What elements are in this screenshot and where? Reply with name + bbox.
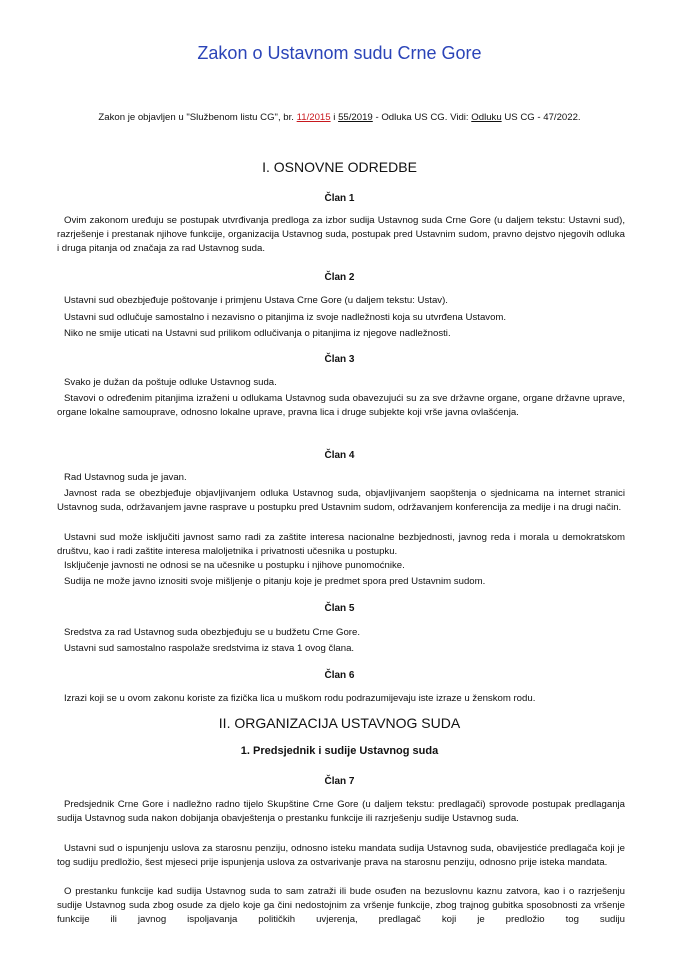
gazette-link-11-2015[interactable]: 11/2015 <box>296 112 331 123</box>
article-7-heading: Član 7 <box>324 776 355 787</box>
pub-post2: US CG - 47/2022. <box>504 112 581 123</box>
article-4-para-1: Rad Ustavnog suda je javan. <box>64 472 187 483</box>
article-1-para-1: Ovim zakonom uređuju se postupak utvrđivanja predloga za izbor sudija Ustavnog suda Crne Gore (u daljem tekstu: Ustavni sud), razrješenje i prestanak njihove funkcije, organizacija Ustavnog suda, postupak pred Ustavnim sudom, pravno dejstvo njegovih odluka i druga pitanja od značaja za rad Ustavnog suda. <box>57 215 625 254</box>
publication-note <box>0 112 679 123</box>
pub-post1: - Odluka US CG. Vidi: <box>375 112 469 123</box>
article-4-para-4: Isključenje javnosti ne odnosi se na učesnike u postupku i njihove punomoćnike. <box>64 560 405 571</box>
part-heading-2: II. ORGANIZACIJA USTAVNOG SUDA <box>218 715 461 731</box>
article-1-heading: Član 1 <box>324 193 355 204</box>
article-4-para-5: Sudija ne može javno iznositi svoje mišljenje o pitanju koje je predmet spora pred Ustavnim sudom. <box>64 576 486 587</box>
article-6-heading: Član 6 <box>324 670 355 681</box>
article-3-heading: Član 3 <box>324 354 355 365</box>
article-4-para-3: Ustavni sud može isključiti javnost samo radi za zaštite interesa nacionalne bezbjednosti, javnog reda i morala u demokratskom društvu, kao i radi zaštite interesa maloljetnika i privatnosti učesnika u postupku. <box>57 532 625 557</box>
article-6-para-1: Izrazi koji se u ovom zakonu koriste za fizička lica u muškom rodu podrazumijevaju iste izraze u ženskom rodu. <box>64 693 536 704</box>
article-5-heading: Član 5 <box>324 603 355 614</box>
article-2-heading: Član 2 <box>324 272 355 283</box>
article-4-heading: Član 4 <box>324 450 355 461</box>
article-3-para-1: Svako je dužan da poštuje odluke Ustavnog suda. <box>64 377 277 388</box>
subsection-heading-1: 1. Predsjednik i sudije Ustavnog suda <box>240 745 439 757</box>
article-5-para-2: Ustavni sud samostalno raspolaže sredstvima iz stava 1 ovog člana. <box>64 643 355 654</box>
gazette-link-55-2019[interactable]: 55/2019 <box>338 112 373 123</box>
article-3-para-2: Stavovi o određenim pitanjima izraženi u odlukama Ustavnog suda obavezujući su za sve državne organe, organe državne uprave, organe lokalne samouprave, odnosno lokalne uprave, pravna lica i druge subjekte koji vrše javna ovlašćenja. <box>57 393 625 418</box>
article-7-para-2: Ustavni sud o ispunjenju uslova za starosnu penziju, odnosno isteku mandata sudija Ustavnog suda, obavijestiće predlagača koji je tog sudiju predložio, šest mjeseci prije ispunjenja uslova za ostvarivanje prava na starosnu penziju, odnosno prije isteka mandata. <box>57 843 625 868</box>
pub-pre: Zakon je objavljen u "Službenom listu CG", br. <box>98 112 294 123</box>
article-7-para-3: O prestanku funkcije kad sudija Ustavnog suda to sam zatraži ili bude osuđen na bezuslovnu kaznu zatvora, kao i o razrješenju sudije Ustavnog suda zbog osude za djelo koje ga čini nedostojnim za vršenje funkcije, zbog trajnog gubitka sposobnosti za vršenje funkcije ili javnog ispoljavanja političkih uvjerenja, predlagač koji je predložio tog sudiju <box>57 886 625 925</box>
article-2-para-2: Ustavni sud odlučuje samostalno i nezavisno o pitanjima iz svoje nadležnosti koja su utvrđena Ustavom. <box>64 312 507 323</box>
article-7-para-1: Predsjednik Crne Gore i nadležno radno tijelo Skupštine Crne Gore (u daljem tekstu: predlagači) sprovode postupak predlaganja sudija Ustavnog suda nakon dobijanja obavještenja o prestanku funkcije ili razrješenju sudije Ustavnog suda. <box>57 799 625 824</box>
article-4-para-2: Javnost rada se obezbjeđuje objavljivanjem odluka Ustavnog suda, objavljivanjem saopštenja o sjednicama na internet stranici Ustavnog suda, održavanjem javne rasprave u postupku pred Ustavnim sudom, održavanjem konferencija za medije i na drugi način. <box>57 488 625 513</box>
document-title: Zakon o Ustavnom sudu Crne Gore <box>197 43 482 63</box>
pub-mid: i <box>333 112 336 123</box>
article-2-para-3: Niko ne smije uticati na Ustavni sud prilikom odlučivanja o pitanjima iz njegove nadležnosti. <box>64 328 451 339</box>
decision-link[interactable]: Odluku <box>471 112 502 123</box>
article-2-para-1: Ustavni sud obezbjeđuje poštovanje i primjenu Ustava Crne Gore (u daljem tekstu: Ustav). <box>64 295 448 306</box>
part-heading-1: I. OSNOVNE ODREDBE <box>262 159 417 175</box>
article-5-para-1: Sredstva za rad Ustavnog suda obezbjeđuju se u budžetu Crne Gore. <box>64 627 360 638</box>
